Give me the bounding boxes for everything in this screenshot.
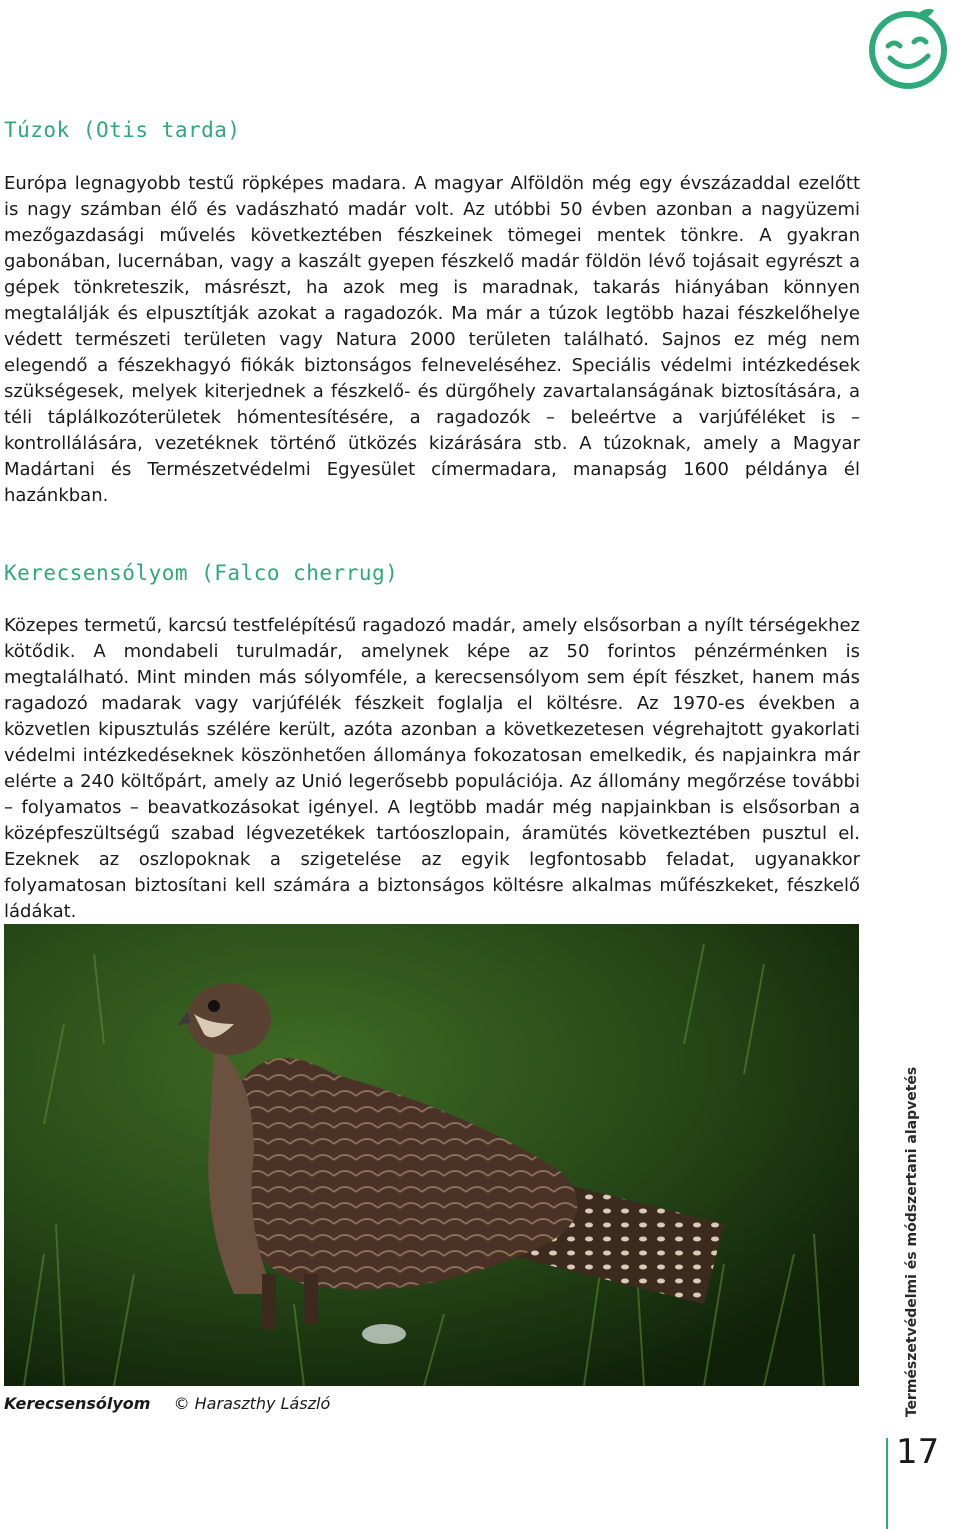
photo-caption [4,1394,330,1413]
page-number: 17 [896,1432,940,1472]
section-paragraph-kerecsensolyom: Közepes termetű, karcsú testfelépítésű ragadozó madár, amely elsősorban a nyílt térségekhez kötődik. A mondabeli turulmadár, amelynek képe az 50 forintos pénzérménken is megtalálható. Mint minden más sólyomféle, a kerecsensólyom sem épít fészket, hanem más ragadozó madarak vagy varjúfélék fészkeit foglalja el költésre. Az 1970-es években a közvetlen kipusztulás szélére került, azóta azonban a következetesen végrehajtott gyakorlati védelmi intézkedéseknek köszönhetően állománya fokozatosan emelkedik, és napjainkra már elérte a 240 költőpárt, amely az Unió legerősebb populációja. Az állomány megőrzése további – folyamatos – beavatkozásokat igényel. A legtöbb madár még napjainkban is elsősorban a középfeszültségű szabad légvezetékek tartóoszlopain, áramütés következtében pusztul el. Ezeknek az oszlopoknak a szigetelése az egyik legfontosabb feladat, ugyanakkor folyamatosan biztosítani kell számára a biztonságos költésre alkalmas műfészkeket, fészkelő ládákat. [4,615,860,922]
section-heading-tuzok: Túzok (Otis tarda) [4,118,241,142]
falcon-photo [4,924,859,1386]
caption-credit: © Haraszthy László [173,1394,331,1413]
section-heading-kerecsensolyom: Kerecsensólyom (Falco cherrug) [4,561,399,585]
caption-title: Kerecsensólyom [4,1394,151,1413]
smiling-face-logo-icon [866,4,952,90]
sidebar-chapter-title: Természetvédelmi és módszertani alapvetés [904,1066,920,1418]
section-paragraph-tuzok: Európa legnagyobb testű röpképes madara. A magyar Alföldön még egy évszázaddal ezelőtt is nagy számban élő és vadászható madár volt. Az utóbbi 50 évben azonban a nagyüzemi mezőgazdasági művelés következtében fészkeinek tömegei mentek tönkre. A gyakran gabonában, lucernában, vagy a kaszált gyepen fészkelő madár földön lévő tojásait egyrészt a gépek tönkreteszik, másrészt, ha azok meg is maradnak, takarás hiányában könnyen megtalálják és elpusztítják azokat a ragadozók. Ma már a túzok legtöbb hazai fészkelőhelye védett természeti területen vagy Natura 2000 területen található. Sajnos ez még nem elegendő a fészekhagyó fiókák biztonságos felneveléséhez. Speciális védelmi intézkedések szükségesek, melyek kiterjednek a fészkelő- és dürgőhely zavartalanságának biztosítására, a téli táplálkozóterületek hómentesítésére, a ragadozók – beleértve a varjúféléket is – kontrollálására, vezetéknek történő ütközés kizárására stb. A túzoknak, amely a Magyar Madártani és Természetvédelmi Egyesület címermadara, manapság 1600 példánya él hazánkban. [4,173,860,506]
page-number-rule [886,1438,888,1529]
